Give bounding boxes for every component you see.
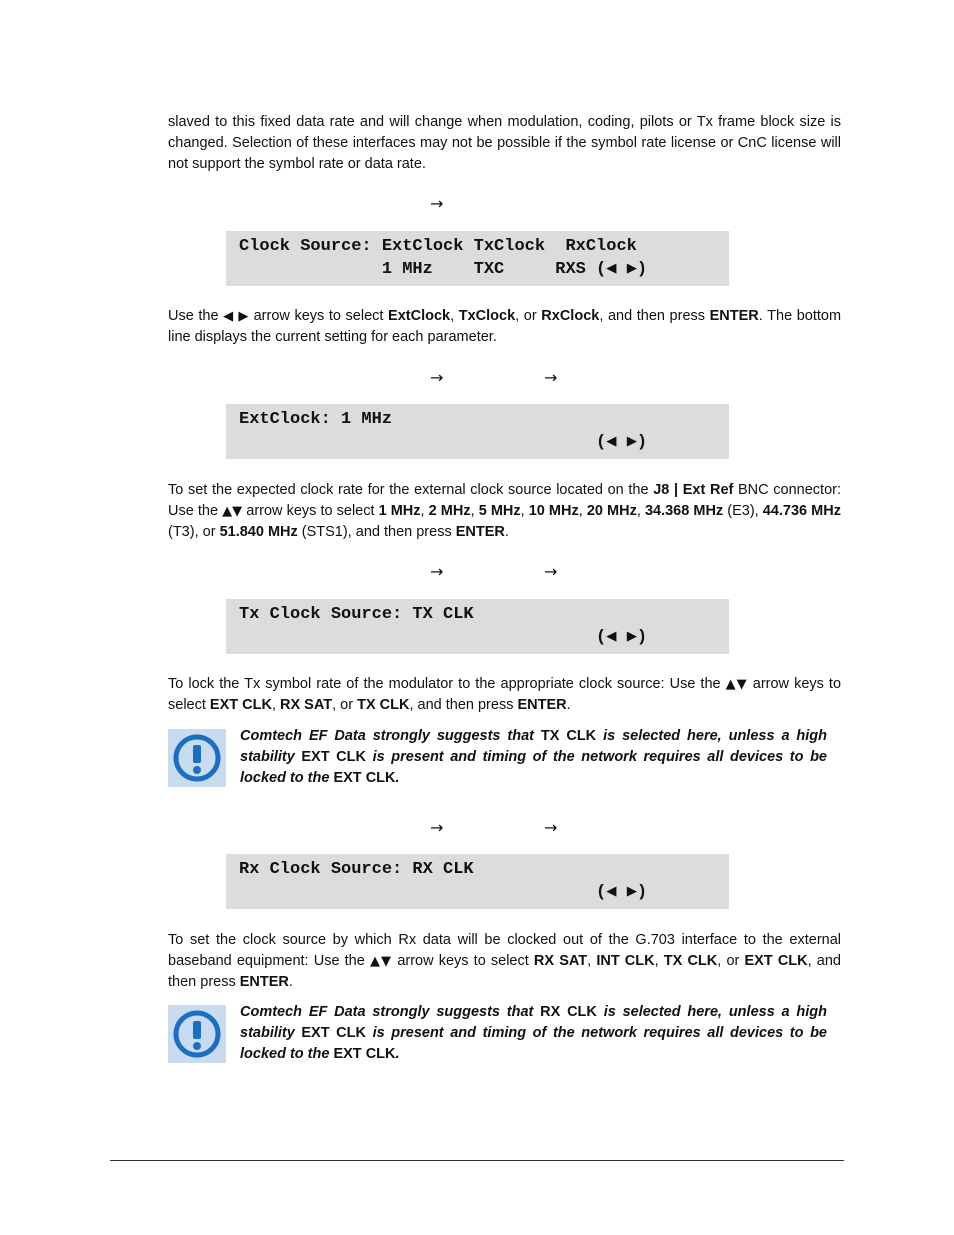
lcd-extclock (226, 404, 729, 459)
lcd-line-2: 1 MHz TXC RXS (◀ ▶) (239, 260, 648, 279)
up-down-keys-icon: ▲▼ (725, 677, 748, 692)
intro-paragraph: slaved to this fixed data rate and will change when modulation, coding, pilots or Tx frame block size is changed. Selection of these interfaces may not be possible if the symbol rate license or CnC license will not support the symbol rate or data rate. (168, 114, 841, 172)
lcd-line-1: Rx Clock Source: RX CLK (239, 860, 474, 879)
menu-path-arrow: → (430, 818, 444, 837)
footer-rule (110, 1160, 844, 1161)
menu-path-arrow: → (430, 194, 444, 213)
rx-clock-paragraph: To set the clock source by which Rx data will be clocked out of the G.703 interface to the external baseband equipment: Use the ▲▼ arrow keys to select RX SAT, INT CLK, TX CLK, or EXT CLK, and then press ENTER. (168, 932, 841, 990)
menu-path-arrow: → (430, 562, 444, 581)
lcd-line-2: (◀ ▶) (239, 883, 648, 902)
up-down-keys-icon: ▲▼ (222, 504, 243, 519)
exclamation-icon (168, 729, 226, 787)
menu-path-arrow: → (544, 562, 558, 581)
lcd-rx-clock-source (226, 854, 729, 909)
clock-source-paragraph: Use the ◀ ▶ arrow keys to select ExtClock, TxClock, or RxClock, and then press ENTER. The bottom line displays the current setting for each parameter. (168, 308, 842, 345)
menu-path-arrow: → (544, 818, 558, 837)
note-text: Comtech EF Data strongly suggests that TX CLK is selected here, unless a high stability EXT CLK is present and timing of the network requires all devices to be locked to the EXT CLK. (240, 728, 828, 786)
lcd-line-2: (◀ ▶) (239, 433, 648, 452)
lcd-clock-source (226, 231, 729, 286)
lcd-tx-clock-source (226, 599, 729, 654)
important-note-tx (168, 729, 841, 791)
lcd-line-2: (◀ ▶) (239, 628, 648, 647)
menu-path-arrow: → (430, 368, 444, 387)
extclock-paragraph: To set the expected clock rate for the external clock source located on the J8 | Ext Ref BNC connector: Use the ▲▼ arrow keys to select 1 MHz, 2 MHz, 5 MHz, 10 MHz, 20 MHz, 34.368 MHz (E3), 44.736 MHz (T3), or 51.840 MHz (STS1), and then press ENTER. (168, 482, 841, 540)
lcd-line-1: ExtClock: 1 MHz (239, 410, 393, 429)
tx-clock-paragraph: To lock the Tx symbol rate of the modulator to the appropriate clock source: Use the ▲▼ arrow keys to select EXT CLK, RX SAT, or TX CLK, and then press ENTER. (168, 676, 842, 713)
exclamation-icon (168, 1005, 226, 1063)
lcd-line-1: Tx Clock Source: TX CLK (239, 605, 474, 624)
left-right-keys-icon: ◀ ▶ (223, 309, 249, 324)
menu-path-arrow: → (544, 368, 558, 387)
note-text: Comtech EF Data strongly suggests that RX CLK is selected here, unless a high stability EXT CLK is present and timing of the network requires all devices to be locked to the EXT CLK. (240, 1004, 828, 1062)
up-down-keys-icon: ▲▼ (369, 954, 393, 969)
important-note-rx (168, 1005, 841, 1067)
lcd-line-1: Clock Source: ExtClock TxClock RxClock (239, 237, 637, 256)
